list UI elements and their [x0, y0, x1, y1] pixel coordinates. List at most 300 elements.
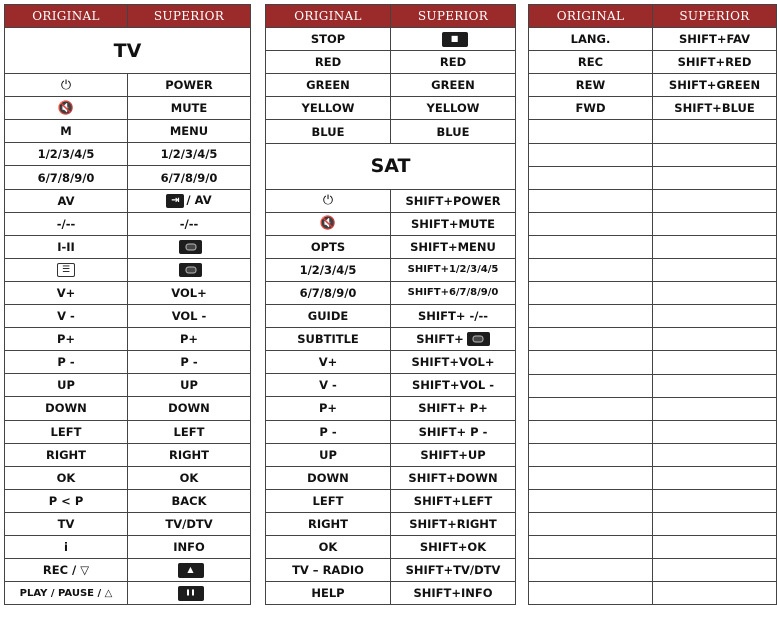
superior-key	[653, 97, 777, 120]
cell-text: 6/7/8/9/0	[299, 285, 357, 300]
cell-text: AV	[57, 193, 75, 208]
original-key	[5, 443, 128, 466]
cell-text: V+	[56, 285, 76, 300]
empty-row	[529, 166, 777, 189]
superior-key	[128, 559, 251, 582]
power-icon: ⏻	[60, 77, 72, 93]
table-row	[5, 212, 251, 235]
table-row	[266, 443, 516, 466]
empty-row	[529, 536, 777, 559]
original-key	[266, 212, 391, 235]
original-key	[5, 120, 128, 143]
superior-key	[391, 489, 516, 512]
table-row	[5, 120, 251, 143]
cell-text: DOWN	[307, 470, 349, 485]
empty-cell	[529, 189, 653, 212]
table-row	[266, 258, 516, 281]
header-superior: SUPERIOR	[128, 5, 251, 28]
empty-cell	[653, 420, 777, 443]
empty-cell	[529, 489, 653, 512]
empty-cell	[529, 351, 653, 374]
cell-text: GREEN	[306, 78, 350, 93]
superior-key	[128, 489, 251, 512]
table-row	[529, 97, 777, 120]
empty-cell	[653, 235, 777, 258]
table-row	[5, 143, 251, 166]
superior-key	[128, 351, 251, 374]
superior-key	[391, 466, 516, 489]
section-title-tv: TV	[5, 28, 251, 74]
empty-cell	[653, 466, 777, 489]
cell-text: P -	[319, 424, 337, 439]
empty-cell	[529, 582, 653, 605]
original-key	[266, 489, 391, 512]
table-row	[5, 351, 251, 374]
cell-text: OPTS	[310, 239, 346, 254]
table-row	[266, 235, 516, 258]
original-key	[266, 512, 391, 535]
empty-row	[529, 143, 777, 166]
table-row	[529, 51, 777, 74]
original-key	[529, 97, 653, 120]
record-button-icon: ▲	[178, 563, 204, 578]
cell-text: P -	[57, 355, 75, 370]
cell-text: VOL -	[171, 309, 207, 324]
section-row	[5, 28, 251, 74]
original-key	[5, 212, 128, 235]
superior-key	[391, 97, 516, 120]
cell-text: 1/2/3/4/5	[37, 147, 95, 162]
empty-cell	[653, 282, 777, 305]
superior-key	[391, 51, 516, 74]
empty-cell	[653, 536, 777, 559]
table-row	[266, 420, 516, 443]
sat-table	[265, 4, 516, 605]
superior-key	[128, 143, 251, 166]
cell-text: P < P	[48, 493, 84, 508]
cell-text: 6/7/8/9/0	[160, 170, 218, 185]
cell-text: TV – RADIO	[292, 563, 364, 578]
original-key	[266, 466, 391, 489]
table-row	[5, 74, 251, 97]
table-row	[266, 397, 516, 420]
header-original: ORIGINAL	[529, 5, 653, 28]
table-row	[5, 535, 251, 558]
empty-row	[529, 259, 777, 282]
original-key	[5, 420, 128, 443]
original-key	[266, 420, 391, 443]
mute-icon: 🔇	[319, 216, 337, 232]
superior-key	[128, 97, 251, 120]
superior-key	[128, 582, 251, 605]
cell-text: PLAY / PAUSE / △	[19, 587, 113, 599]
empty-row	[529, 489, 777, 512]
superior-key	[391, 351, 516, 374]
original-key	[5, 97, 128, 120]
empty-cell	[653, 189, 777, 212]
cell-text: SHIFT+1/2/3/4/5	[407, 264, 499, 276]
empty-cell	[529, 420, 653, 443]
original-key	[266, 97, 391, 120]
superior-key	[128, 420, 251, 443]
original-key	[266, 535, 391, 558]
cell-text: SHIFT+BLUE	[674, 101, 755, 116]
original-key	[266, 51, 391, 74]
cell-text: SHIFT+ P -	[418, 424, 488, 439]
original-key	[5, 351, 128, 374]
cell-text: P+	[318, 401, 338, 416]
table-row	[5, 443, 251, 466]
cell-text: LEFT	[312, 493, 344, 508]
superior-key	[391, 258, 516, 281]
original-key	[266, 582, 391, 605]
original-key	[5, 189, 128, 212]
table-row	[5, 374, 251, 397]
empty-cell	[653, 397, 777, 420]
original-key	[266, 74, 391, 97]
cell-text: LANG.	[570, 32, 611, 47]
table-row	[266, 328, 516, 351]
superior-key	[128, 74, 251, 97]
empty-cell	[529, 282, 653, 305]
header-row	[529, 5, 777, 28]
empty-cell	[653, 443, 777, 466]
superior-key	[391, 28, 516, 51]
original-key	[266, 28, 391, 51]
cell-text: UP	[180, 378, 198, 393]
empty-row	[529, 120, 777, 143]
original-key	[5, 512, 128, 535]
extra-table	[528, 4, 777, 605]
cell-text: SHIFT+OK	[419, 540, 487, 555]
table-row	[266, 559, 516, 582]
cell-text: RED	[439, 55, 467, 70]
original-key	[266, 281, 391, 304]
empty-row	[529, 559, 777, 582]
cell-text: DOWN	[168, 401, 210, 416]
empty-cell	[653, 259, 777, 282]
original-key	[5, 397, 128, 420]
table-row	[5, 489, 251, 512]
cell-text: P+	[56, 332, 76, 347]
original-key	[266, 189, 391, 212]
superior-key	[391, 582, 516, 605]
superior-key	[128, 212, 251, 235]
cell-text: V -	[57, 309, 75, 324]
cell-text: OK	[179, 470, 199, 485]
superior-key	[128, 443, 251, 466]
empty-cell	[529, 120, 653, 143]
superior-key	[391, 443, 516, 466]
table-row	[266, 374, 516, 397]
table-row	[5, 305, 251, 328]
empty-cell	[653, 305, 777, 328]
table-row	[529, 74, 777, 97]
cell-text: RIGHT	[45, 447, 87, 462]
cell-text: i	[64, 540, 68, 555]
table-row	[5, 397, 251, 420]
table-row	[266, 51, 516, 74]
empty-row	[529, 235, 777, 258]
original-key	[529, 74, 653, 97]
header-row	[5, 5, 251, 28]
oval-button-icon	[467, 332, 490, 346]
table-row	[266, 74, 516, 97]
empty-cell	[653, 559, 777, 582]
cell-text: BLUE	[436, 124, 470, 139]
empty-cell	[653, 143, 777, 166]
empty-row	[529, 305, 777, 328]
original-key	[266, 397, 391, 420]
cell-text: REC	[577, 55, 604, 70]
cell-text: SHIFT+6/7/8/9/0	[407, 287, 499, 299]
empty-row	[529, 212, 777, 235]
cell-text: DOWN	[45, 401, 87, 416]
original-key	[5, 535, 128, 558]
cell-text: SHIFT+RED	[677, 55, 752, 70]
empty-row	[529, 328, 777, 351]
superior-key	[653, 74, 777, 97]
superior-key	[128, 466, 251, 489]
empty-cell	[529, 374, 653, 397]
superior-key	[128, 281, 251, 304]
header-superior: SUPERIOR	[391, 5, 516, 28]
table-row	[266, 535, 516, 558]
cell-text: M	[60, 124, 72, 139]
table-row	[266, 28, 516, 51]
tv-table	[4, 4, 251, 605]
superior-key	[653, 51, 777, 74]
table-row	[5, 189, 251, 212]
cell-text: -/--	[179, 216, 199, 231]
cell-text: GUIDE	[307, 309, 349, 324]
header-row	[266, 5, 516, 28]
cell-text: SHIFT+UP	[420, 447, 486, 462]
table-row	[266, 281, 516, 304]
cell-text: MENU	[169, 124, 209, 139]
section-row	[266, 143, 516, 189]
superior-key	[391, 235, 516, 258]
original-key	[5, 166, 128, 189]
cell-text: TV/DTV	[165, 516, 213, 531]
cell-text: RIGHT	[168, 447, 210, 462]
table-row	[5, 97, 251, 120]
original-key	[266, 258, 391, 281]
empty-cell	[529, 536, 653, 559]
empty-row	[529, 513, 777, 536]
table-row	[5, 235, 251, 258]
empty-row	[529, 466, 777, 489]
superior-key	[128, 305, 251, 328]
cell-text: LEFT	[50, 424, 82, 439]
superior-key	[391, 397, 516, 420]
table-row	[266, 489, 516, 512]
empty-row	[529, 351, 777, 374]
superior-key	[128, 235, 251, 258]
superior-key	[128, 374, 251, 397]
superior-key	[128, 258, 251, 281]
original-key	[266, 351, 391, 374]
cell-text: LEFT	[173, 424, 205, 439]
empty-cell	[529, 328, 653, 351]
superior-key	[391, 559, 516, 582]
cell-text: -/--	[56, 216, 76, 231]
original-key	[5, 235, 128, 258]
cell-text: OK	[56, 470, 76, 485]
superior-key	[128, 328, 251, 351]
mute-icon: 🔇	[57, 100, 75, 116]
superior-key	[391, 281, 516, 304]
cell-text: V+	[318, 355, 338, 370]
cell-text: UP	[57, 378, 75, 393]
cell-text: BLUE	[311, 124, 345, 139]
cell-text: V -	[319, 378, 337, 393]
original-key	[5, 74, 128, 97]
original-key	[5, 281, 128, 304]
cell-text: GREEN	[431, 78, 475, 93]
original-key	[266, 374, 391, 397]
cell-text: 1/2/3/4/5	[160, 147, 218, 162]
original-key	[5, 466, 128, 489]
superior-key	[391, 189, 516, 212]
cell-text: SHIFT+VOL+	[411, 355, 495, 370]
cell-text: UP	[319, 447, 337, 462]
superior-key	[391, 74, 516, 97]
empty-cell	[653, 489, 777, 512]
original-key	[266, 328, 391, 351]
cell-text: SHIFT+VOL -	[411, 378, 495, 393]
original-key	[5, 258, 128, 281]
empty-cell	[529, 212, 653, 235]
source-button-icon: ⇥	[166, 194, 184, 208]
cell-text: OK	[318, 540, 338, 555]
cell-text: SHIFT+FAV	[678, 32, 751, 47]
original-key	[266, 443, 391, 466]
cell-text: REW	[575, 78, 606, 93]
table-row	[266, 351, 516, 374]
cell-text: RED	[314, 55, 342, 70]
cell-text: SHIFT+ P+	[418, 401, 488, 416]
superior-key	[391, 420, 516, 443]
cell-text: VOL+	[171, 285, 207, 300]
cell-text: SUBTITLE	[297, 332, 359, 347]
table-row	[5, 512, 251, 535]
cell-text: REC / ▽	[42, 563, 90, 578]
cell-text: HELP	[311, 586, 345, 601]
cell-text: SHIFT+MUTE	[410, 216, 495, 231]
empty-cell	[529, 259, 653, 282]
original-key	[266, 559, 391, 582]
stop-button-icon: ■	[442, 32, 468, 47]
superior-key	[128, 166, 251, 189]
header-original: ORIGINAL	[5, 5, 128, 28]
cell-text: MUTE	[170, 101, 208, 116]
empty-cell	[529, 143, 653, 166]
empty-cell	[653, 582, 777, 605]
table-row	[266, 212, 516, 235]
table-row	[266, 582, 516, 605]
table-row	[5, 582, 251, 605]
table-row	[266, 120, 516, 143]
cell-text: P -	[180, 355, 198, 370]
header-original: ORIGINAL	[266, 5, 391, 28]
cell-text: SHIFT+DOWN	[408, 470, 498, 485]
table-row	[266, 466, 516, 489]
empty-cell	[653, 374, 777, 397]
empty-cell	[529, 305, 653, 328]
table-row	[5, 420, 251, 443]
superior-key	[391, 512, 516, 535]
table-row	[529, 28, 777, 51]
section-title-sat: SAT	[266, 143, 516, 189]
empty-cell	[653, 351, 777, 374]
table-row	[5, 281, 251, 304]
cell-text: P+	[179, 332, 199, 347]
empty-row	[529, 443, 777, 466]
superior-key	[653, 28, 777, 51]
original-key	[5, 143, 128, 166]
original-key	[5, 582, 128, 605]
empty-cell	[653, 166, 777, 189]
oval-button-icon	[179, 240, 202, 254]
original-key	[5, 559, 128, 582]
empty-cell	[529, 166, 653, 189]
empty-cell	[653, 120, 777, 143]
cell-text: POWER	[165, 78, 213, 93]
header-superior: SUPERIOR	[653, 5, 777, 28]
superior-key	[391, 212, 516, 235]
table-row	[266, 189, 516, 212]
table-row	[5, 466, 251, 489]
cell-text: SHIFT+TV/DTV	[405, 563, 501, 578]
empty-cell	[529, 235, 653, 258]
cell-text: SHIFT+POWER	[405, 193, 501, 208]
teletext-menu-icon: ☰	[57, 263, 75, 277]
cell-text: SHIFT+MENU	[410, 239, 496, 254]
original-key	[5, 305, 128, 328]
original-key	[5, 489, 128, 512]
cell-text: SHIFT+INFO	[413, 586, 493, 601]
empty-row	[529, 189, 777, 212]
table-row	[5, 258, 251, 281]
table-row	[5, 166, 251, 189]
empty-cell	[653, 328, 777, 351]
empty-cell	[529, 559, 653, 582]
table-row	[266, 97, 516, 120]
cell-text: SHIFT+RIGHT	[409, 516, 497, 531]
cell-text: YELLOW	[301, 101, 355, 116]
table-row	[266, 512, 516, 535]
empty-cell	[529, 443, 653, 466]
cell-text: SHIFT+ -/--	[417, 309, 489, 324]
superior-key	[391, 535, 516, 558]
superior-key	[128, 120, 251, 143]
empty-cell	[653, 513, 777, 536]
original-key	[5, 328, 128, 351]
pause-button-icon: ❚❚	[178, 586, 204, 601]
empty-row	[529, 374, 777, 397]
superior-key	[391, 374, 516, 397]
cell-text: FWD	[575, 101, 606, 116]
superior-key	[128, 512, 251, 535]
original-key	[5, 374, 128, 397]
cell-text: RIGHT	[307, 516, 349, 531]
empty-row	[529, 397, 777, 420]
cell-text: SHIFT+GREEN	[668, 78, 761, 93]
cell-text: / AV	[186, 193, 212, 208]
cell-text: SHIFT+	[416, 331, 464, 346]
power-icon: ⏻	[322, 193, 334, 209]
